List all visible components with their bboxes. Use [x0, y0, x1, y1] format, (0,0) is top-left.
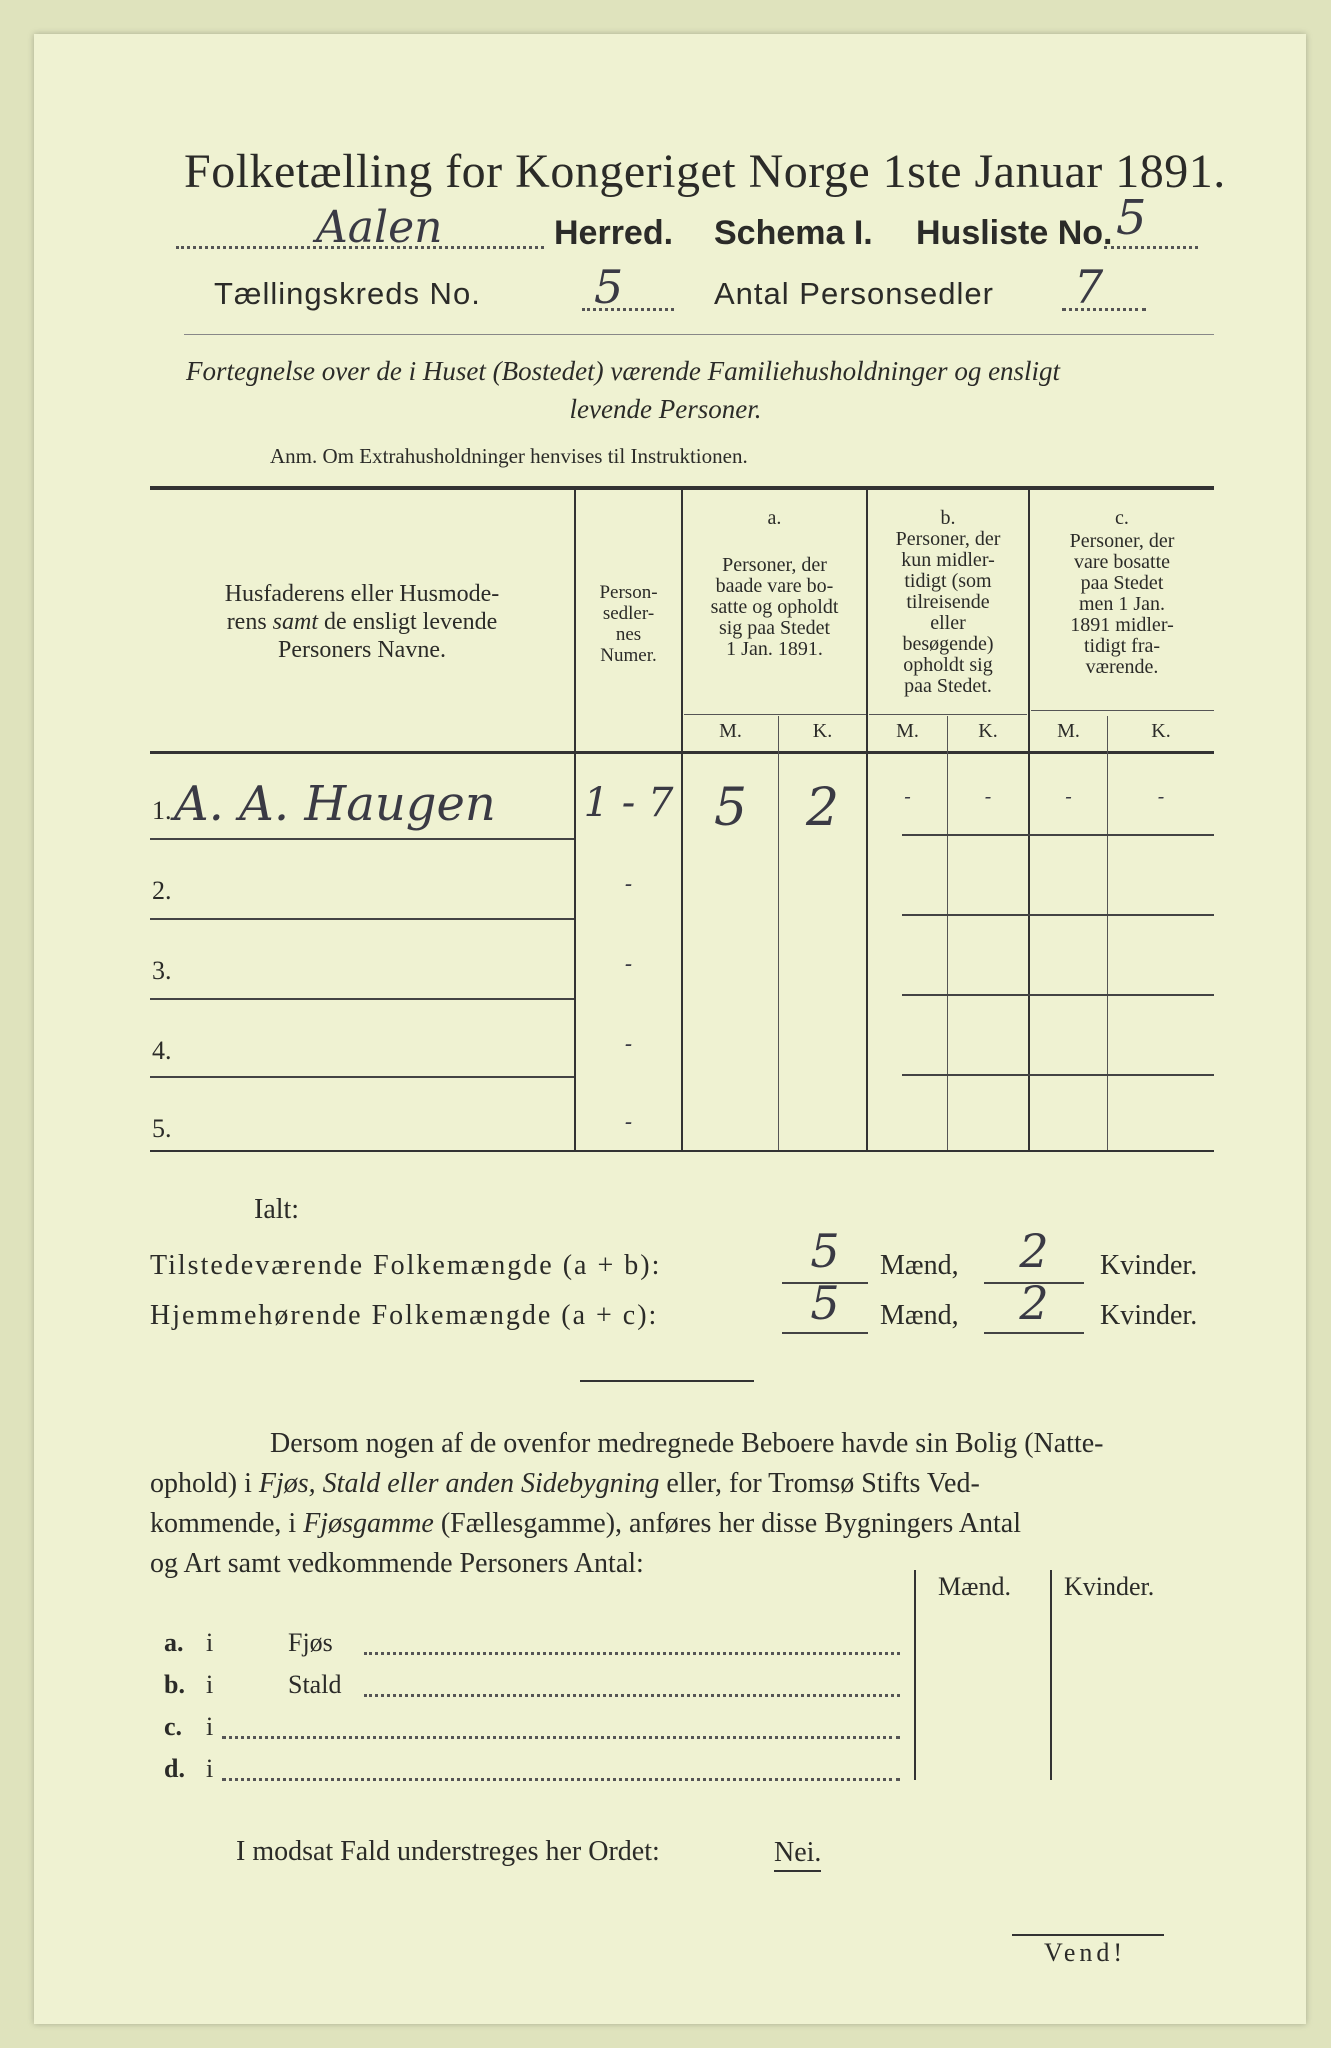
col-b-k: K.: [978, 720, 998, 742]
husliste-value: 5: [1116, 190, 1147, 246]
row-b-m[interactable]: -: [904, 784, 911, 808]
building-letter: a.: [164, 1628, 184, 1657]
row-number: 2.: [152, 876, 172, 905]
tilstede-kvinder-label: Kvinder.: [1100, 1250, 1198, 1281]
col-header-line: baade vare bo-: [715, 575, 834, 597]
col-header-line: paa Stedet.: [904, 675, 992, 697]
building-dotted-field[interactable]: [222, 1778, 900, 1781]
intro-line-1: Fortegnelse over de i Huset (Bostedet) værende Familiehusholdninger og ensligt: [186, 356, 1061, 386]
row-a-k[interactable]: 2: [805, 778, 840, 838]
col-header-b: b. Personer, der kun midler- tidigt (som tilreisende eller besøgende) opholdt sig paa Stedet.: [868, 508, 1028, 697]
col-c-m: M.: [1057, 720, 1080, 742]
row-personsedler-number[interactable]: -: [624, 872, 633, 897]
hjemme-maend-value[interactable]: 5: [810, 1276, 840, 1330]
census-form-sheet: [34, 34, 1306, 2024]
kreds-label: Tællingskreds No.: [214, 276, 481, 311]
building-i: i: [206, 1670, 214, 1699]
col-header-line: sig paa Stedet: [718, 617, 831, 639]
col-c-k: K.: [1151, 720, 1171, 742]
row-a-m[interactable]: 5: [713, 778, 748, 838]
row-c-k[interactable]: -: [1157, 784, 1165, 808]
col-header-line: 1891 midler-: [1070, 614, 1174, 636]
sub-header-rule: [869, 714, 1027, 715]
buildings-paragraph: Dersom nogen af de ovenfor medregnede Beboere havde sin Bolig (Natte- ophold) i Fjøs, Stald eller anden Sidebygning eller, for Tromsø Stifts Ved- kommende, i Fjøsgamme (Fællesgamme), anføres her disse Bygningers Antal og Art samt vedkommende Personers Antal:: [150, 1428, 1104, 1579]
col-header-line: Personer, der: [1069, 530, 1175, 552]
row-c-m[interactable]: -: [1065, 784, 1072, 808]
tilstede-maend-value[interactable]: 5: [810, 1224, 840, 1278]
col-header-line: tidigt fra-: [1083, 635, 1161, 657]
sub-header-rule: [684, 714, 866, 715]
tilstede-kvinder-value[interactable]: 2: [1019, 1224, 1049, 1278]
antal-label: Antal Personsedler: [714, 276, 994, 311]
buildings-col-divider: [914, 1570, 916, 1780]
ialt-label: Ialt:: [254, 1194, 300, 1225]
col-b-m: M.: [896, 720, 919, 742]
col-header-c: c. Personer, der vare bosatte paa Stedet men 1 Jan. 1891 midler- tidigt fra- værende.: [1030, 508, 1214, 678]
col-a-k: K.: [812, 720, 833, 742]
col-divider: [947, 716, 948, 1150]
tilstede-maend-label: Mænd,: [880, 1250, 959, 1281]
col-header-line: 1 Jan. 1891.: [726, 638, 823, 660]
col-header-line: satte og opholdt: [710, 596, 839, 618]
col-header-line: besøgende): [902, 633, 994, 655]
building-dotted-field[interactable]: [364, 1652, 900, 1655]
col-header-line: opholdt sig: [903, 654, 993, 676]
row-personsedler-number[interactable]: -: [624, 1110, 633, 1135]
tilstede-label: Tilstedeværende Folkemængde (a + b):: [150, 1250, 662, 1281]
row-number: 4.: [152, 1036, 172, 1065]
col-header-name: Husfaderens eller Husmode- rens samt de ensligt levende Personers Navne.: [224, 581, 500, 663]
col-header-line: tilreisende: [906, 591, 990, 613]
col-header-a: a. Personer, der baade vare bo- satte og opholdt sig paa Stedet 1 Jan. 1891.: [683, 508, 866, 660]
building-letter: b.: [164, 1670, 185, 1699]
building-i: i: [206, 1754, 214, 1783]
vend-label: Vend!: [1044, 1938, 1127, 1967]
row-number: 5.: [152, 1114, 172, 1143]
building-letter: d.: [164, 1754, 185, 1783]
sub-header-rule: [1031, 710, 1214, 711]
antal-value: 7: [1074, 260, 1104, 314]
herred-field[interactable]: [176, 202, 544, 253]
col-header-line: men 1 Jan.: [1078, 593, 1166, 615]
buildings-kvinder-header: Kvinder.: [1064, 1572, 1155, 1601]
modsat-text: I modsat Fald understreges her Ordet:: [236, 1836, 660, 1867]
row-number: 1.: [152, 796, 172, 825]
col-header-line: kun midler-: [901, 549, 995, 571]
row-personsedler-number[interactable]: -: [624, 952, 633, 977]
col-header-line: eller: [930, 612, 966, 634]
vend-rule: [1012, 1934, 1164, 1936]
col-header-line: værende.: [1085, 656, 1159, 678]
row-personsedler-number[interactable]: 1 - 7: [583, 780, 674, 826]
building-i: i: [206, 1628, 214, 1657]
building-label: Fjøs: [288, 1628, 333, 1657]
husliste-field[interactable]: [1104, 246, 1198, 249]
herred-value: Aalen: [316, 202, 443, 253]
buildings-col-divider: [1050, 1570, 1052, 1780]
intro-line-2: levende Personer.: [569, 394, 762, 424]
col-a-m: M.: [719, 720, 742, 742]
row-b-k[interactable]: -: [984, 784, 992, 808]
col-divider: [1107, 716, 1108, 1150]
building-letter: c.: [164, 1712, 183, 1741]
row-personsedler-number[interactable]: -: [624, 1032, 633, 1057]
buildings-maend-header: Mænd.: [938, 1572, 1011, 1601]
building-dotted-field[interactable]: [364, 1694, 900, 1697]
col-header-line: tidigt (som: [904, 570, 992, 592]
nei-word[interactable]: Nei.: [774, 1836, 821, 1872]
col-header-number: Person- sedler- nes Numer.: [599, 582, 658, 666]
col-header-line: Personer, der: [722, 554, 827, 576]
hjemme-kvinder-label: Kvinder.: [1100, 1300, 1198, 1331]
col-header-line: paa Stedet: [1080, 572, 1164, 594]
col-header-line: Personer, der: [895, 528, 1001, 550]
short-divider: [580, 1380, 754, 1382]
husliste-label: Husliste No.: [916, 214, 1113, 252]
anm-note: Anm. Om Extrahusholdninger henvises til Instruktionen.: [270, 444, 748, 468]
hjemme-kvinder-value[interactable]: 2: [1019, 1276, 1049, 1330]
hjemme-maend-label: Mænd,: [880, 1300, 959, 1331]
hjemme-label: Hjemmehørende Folkemængde (a + c):: [150, 1300, 659, 1331]
schema-label: Schema I.: [714, 214, 873, 252]
form-title: Folketælling for Kongeriget Norge 1ste Januar 1891.: [184, 145, 1226, 198]
building-label: Stald: [288, 1670, 342, 1699]
row-number: 3.: [152, 956, 172, 985]
row-name[interactable]: A. A. Haugen: [174, 776, 496, 832]
divider: [184, 334, 1214, 335]
kreds-value: 5: [594, 260, 624, 314]
col-header-line: vare bosatte: [1073, 551, 1171, 573]
herred-label: Herred.: [554, 214, 674, 252]
total-underline: [782, 1332, 868, 1334]
building-dotted-field[interactable]: [222, 1736, 900, 1739]
building-i: i: [206, 1712, 214, 1741]
total-underline: [984, 1332, 1084, 1334]
